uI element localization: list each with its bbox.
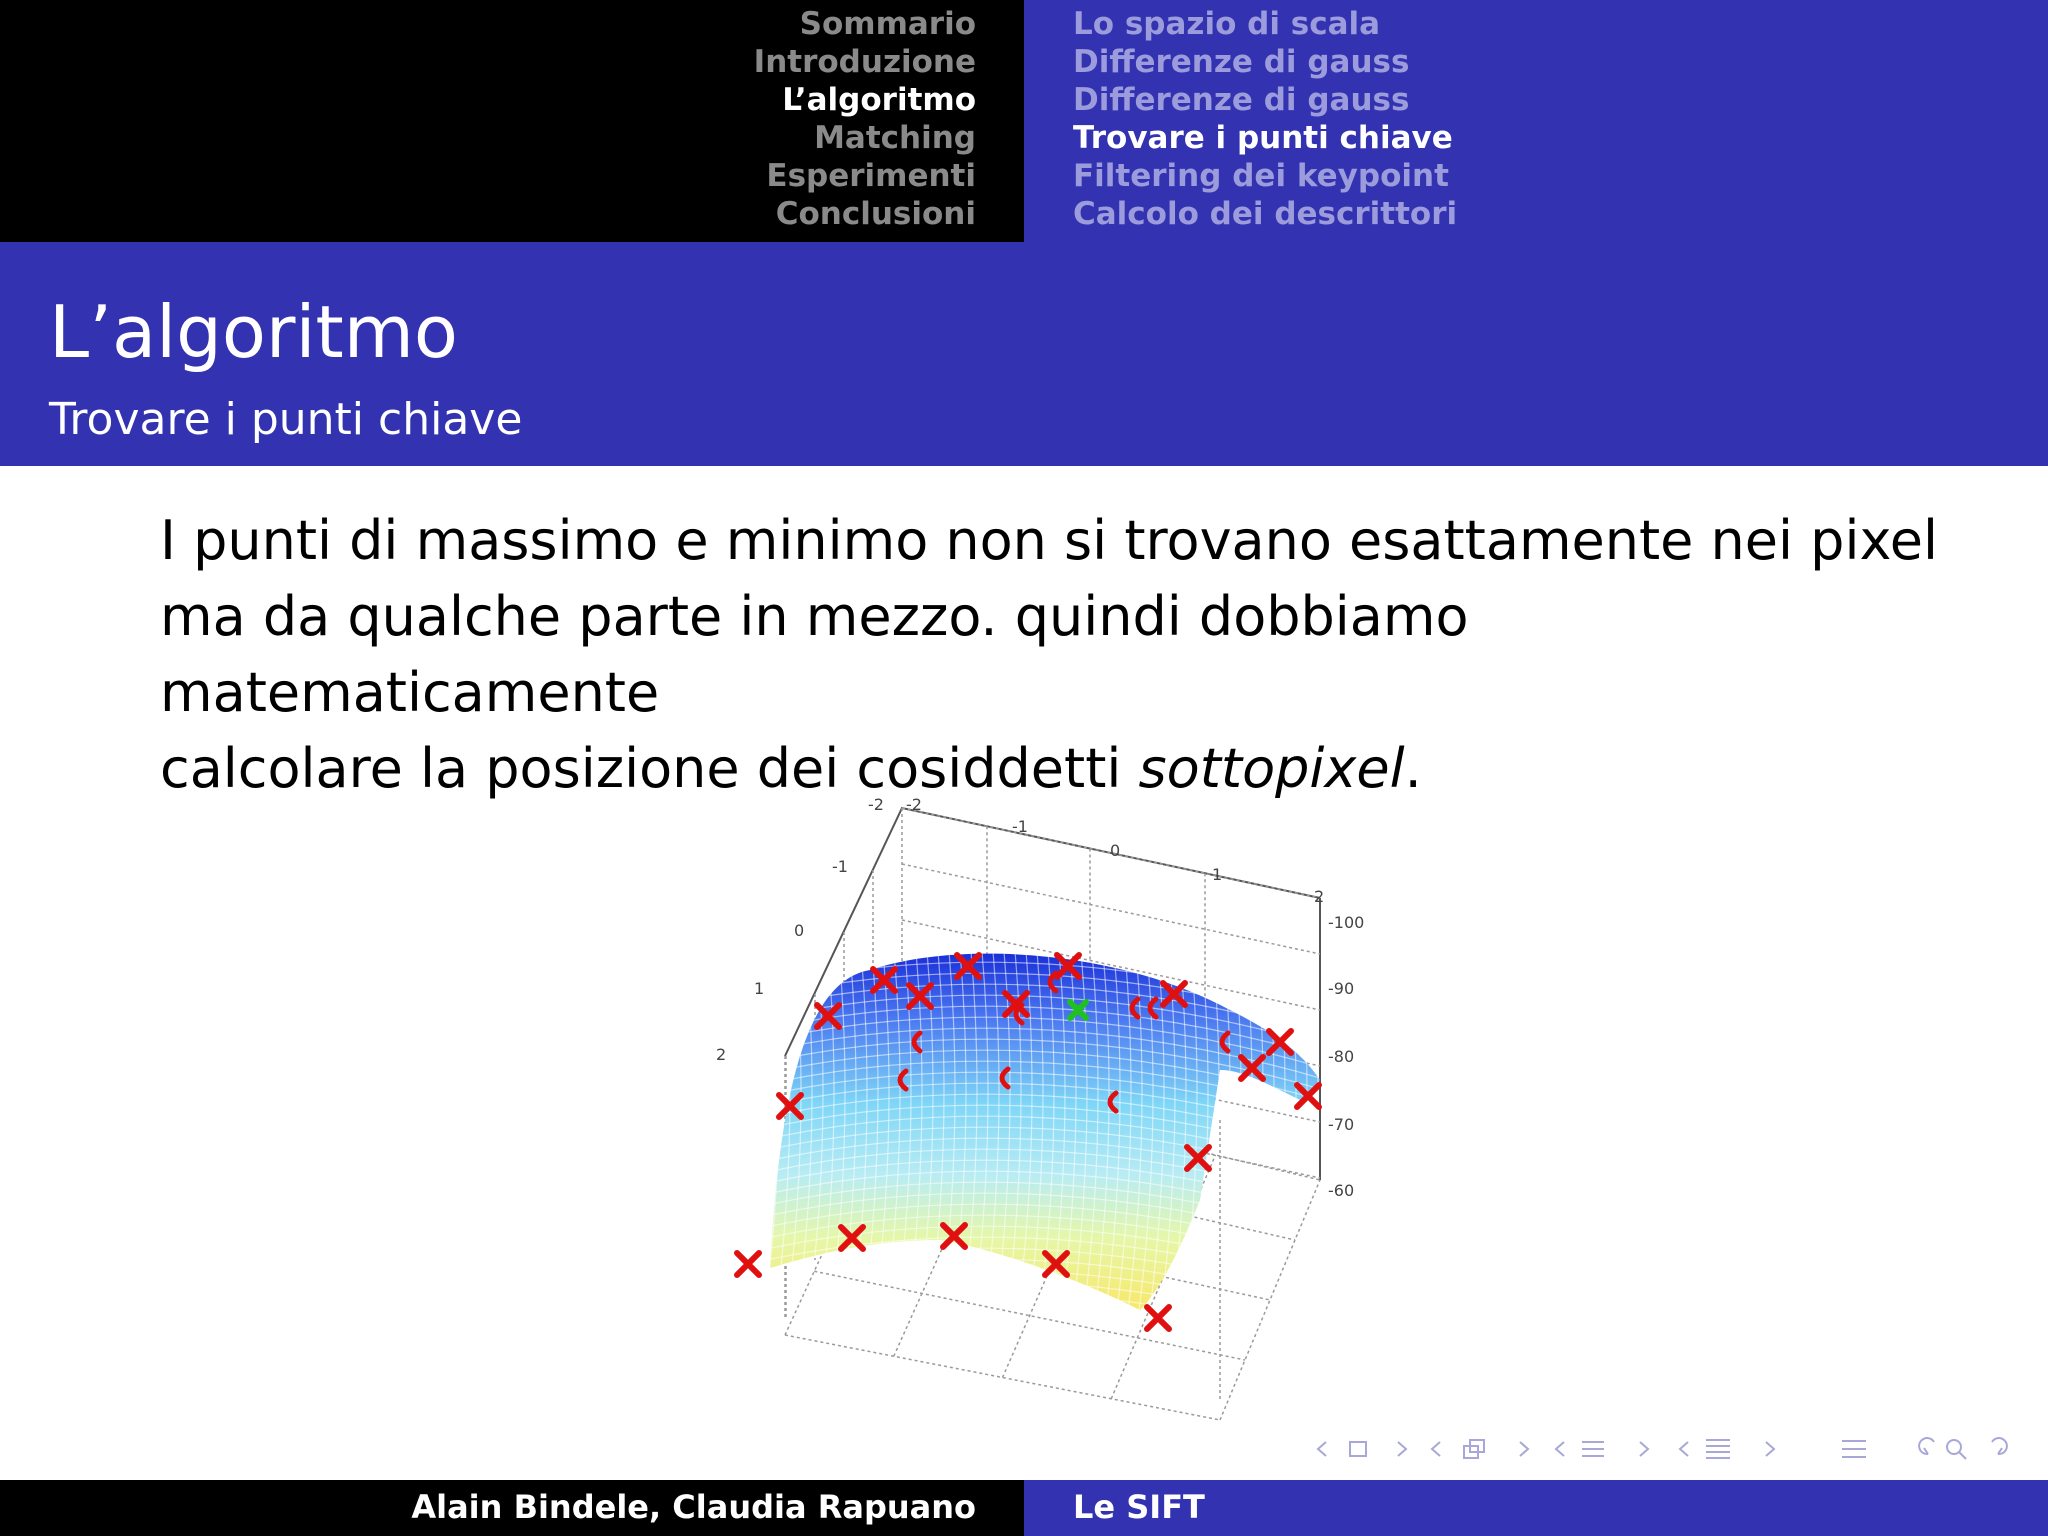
plot-tick-label: -90 (1328, 979, 1355, 998)
frame-title: L’algoritmo (49, 290, 458, 374)
surface-mesh-line (1300, 930, 1318, 1340)
surface-mesh-line (740, 1292, 1350, 1351)
plot-tick-label: -2 (906, 795, 922, 814)
header-navigation (0, 0, 2048, 242)
footer-talk-title: Le SIFT (1073, 1488, 1205, 1526)
plot-tick-label: -70 (1328, 1115, 1355, 1134)
surface-mesh-line (1256, 930, 1274, 1340)
plot-tick-label: 1 (1212, 865, 1223, 884)
nav-back-icon[interactable] (1919, 1438, 1934, 1454)
nav-subsection-trovare-punti[interactable]: Trovare i punti chiave (1073, 120, 1453, 156)
nav-appendix-icon[interactable] (1842, 1441, 1866, 1457)
surface-plot-figure (700, 780, 1400, 1440)
nav-section-left-arrow-icon[interactable] (1556, 1442, 1564, 1456)
nav-frame-right-arrow-icon[interactable] (1398, 1442, 1406, 1456)
nav-document-right-arrow-icon[interactable] (1766, 1442, 1774, 1456)
nav-section-conclusioni[interactable]: Conclusioni (775, 196, 976, 232)
nav-subsection-right-arrow-icon[interactable] (1520, 1442, 1528, 1456)
plot-tick-label: 0 (794, 921, 805, 940)
footer-authors-panel (0, 1480, 1024, 1536)
plot-tick-label: 0 (1110, 841, 1121, 860)
plot-tick-label: -1 (832, 857, 848, 876)
plot-tick-label: -2 (868, 795, 884, 814)
plot-tick-label: -100 (1328, 913, 1365, 932)
nav-subsection-filtering[interactable]: Filtering dei keypoint (1073, 158, 1449, 194)
nav-document-left-arrow-icon[interactable] (1680, 1442, 1688, 1456)
nav-subsection-differenze-gauss-2[interactable]: Differenze di gauss (1073, 82, 1410, 118)
frame-title-bar (0, 242, 2048, 466)
surface-plot (700, 780, 1400, 1440)
body-emphasis-sottopixel: sottopixel (1138, 737, 1405, 800)
navigation-icons[interactable] (1310, 1432, 2030, 1466)
footer-authors: Alain Bindele, Claudia Rapuano (411, 1488, 976, 1526)
nav-subsection-differenze-gauss-1[interactable]: Differenze di gauss (1073, 44, 1410, 80)
footer-title-panel (1024, 1480, 2048, 1536)
nav-document-icon[interactable] (1706, 1440, 1730, 1458)
body-line-3-text: calcolare la posizione dei cosiddetti (160, 737, 1139, 800)
surface-mesh-line (1278, 930, 1296, 1340)
nav-section-icon[interactable] (1582, 1442, 1604, 1456)
plot-tick-label: -80 (1328, 1047, 1355, 1066)
surface-mesh-line (740, 1281, 1350, 1340)
slide-body-text (160, 503, 1980, 807)
plot-grid-line (1220, 1180, 1320, 1420)
plot-tick-label: -1 (1012, 817, 1028, 836)
nav-section-right-arrow-icon[interactable] (1640, 1442, 1648, 1456)
plot-surface (740, 930, 1350, 1395)
body-line-2: ma da qualche parte in mezzo. quindi dobbiamo matematicamente (160, 585, 1469, 724)
nav-frame-icon[interactable] (1350, 1442, 1366, 1456)
nav-section-esperimenti[interactable]: Esperimenti (766, 158, 976, 194)
surface-mesh-line (1267, 930, 1285, 1340)
nav-subsection-descrittori[interactable]: Calcolo dei descrittori (1073, 196, 1458, 232)
surface-mesh-line (1289, 930, 1307, 1340)
body-line-1: I punti di massimo e minimo non si trovano esattamente nei pixel (160, 509, 1938, 572)
plot-tick-label: -60 (1328, 1181, 1355, 1200)
frame-subtitle: Trovare i punti chiave (49, 394, 523, 445)
surface-mesh-line (740, 1303, 1350, 1362)
plot-tick-label: 2 (1314, 887, 1325, 906)
surface-mesh-line (1212, 930, 1230, 1340)
plot-tick-label: 1 (754, 979, 765, 998)
nav-subsection-left-arrow-icon[interactable] (1432, 1442, 1440, 1456)
plot-tick-label: 2 (716, 1045, 727, 1064)
nav-subsection-spazio-scala[interactable]: Lo spazio di scala (1073, 6, 1381, 42)
surface-mesh-line (740, 1325, 1350, 1384)
nav-section-matching[interactable]: Matching (814, 120, 976, 156)
nav-section-introduzione[interactable]: Introduzione (753, 44, 976, 80)
nav-subsection-icon[interactable] (1464, 1440, 1484, 1458)
subsection-nav (1024, 0, 2048, 242)
surface-mesh-line (740, 1270, 1350, 1329)
plot-marker-cross (737, 1253, 759, 1275)
nav-frame-left-arrow-icon[interactable] (1318, 1442, 1326, 1456)
nav-forward-icon[interactable] (1992, 1438, 2007, 1454)
nav-search-icon[interactable] (1947, 1440, 1966, 1459)
plot-grid-line (902, 864, 1320, 954)
body-line-3-end: . (1404, 737, 1422, 800)
plot-marker-cross (1147, 1307, 1169, 1329)
section-nav (0, 0, 1024, 242)
nav-section-algoritmo[interactable]: L’algoritmo (782, 82, 976, 118)
surface-mesh-line (740, 1314, 1350, 1373)
surface-mesh-line (1245, 930, 1263, 1340)
nav-section-sommario[interactable]: Sommario (799, 6, 976, 42)
footer-bar (0, 1480, 2048, 1536)
beamer-navigation-symbols[interactable] (1310, 1432, 2030, 1466)
